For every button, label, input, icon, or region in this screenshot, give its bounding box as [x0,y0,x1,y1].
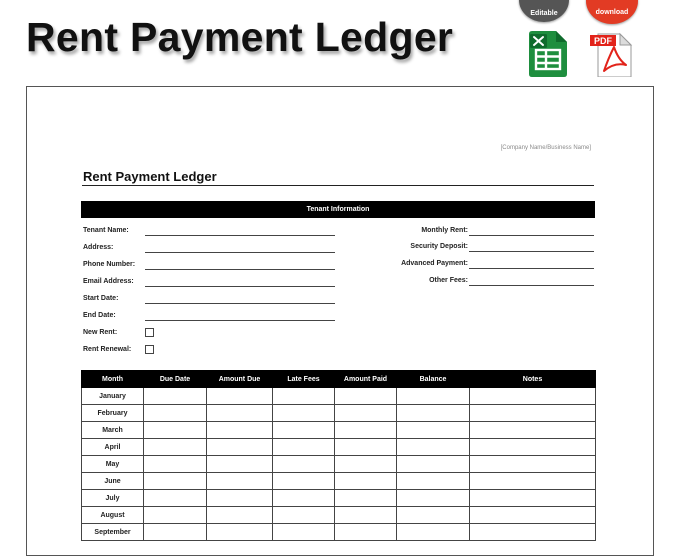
editable-badge [519,0,569,22]
monthly-rent-field[interactable] [469,235,594,236]
ledger-body [82,388,596,541]
entry-cell[interactable] [273,473,335,490]
entry-cell[interactable] [335,422,397,439]
entry-cell[interactable] [470,439,596,456]
column-header-balance: Balance [397,371,470,388]
entry-cell[interactable] [207,405,273,422]
entry-cell[interactable] [273,456,335,473]
payment-ledger-table [81,370,596,541]
entry-cell[interactable] [397,439,470,456]
table-row [82,439,596,456]
end-date-field[interactable] [145,320,335,321]
phone-number-label: Phone Number: [83,261,136,268]
entry-cell[interactable] [273,405,335,422]
entry-cell[interactable] [144,405,207,422]
entry-cell[interactable] [207,422,273,439]
entry-cell[interactable] [335,507,397,524]
other-fees-field[interactable] [469,285,594,286]
end-date-label: End Date: [83,312,116,319]
download-badge[interactable] [586,0,638,24]
pdf-file-icon[interactable] [590,31,634,77]
month-cell: July [82,490,144,507]
entry-cell[interactable] [335,388,397,405]
table-row [82,405,596,422]
address-label: Address: [83,244,114,251]
column-header-due-date: Due Date [144,371,207,388]
entry-cell[interactable] [207,524,273,541]
rent-renewal-label: Rent Renewal: [83,346,132,353]
column-header-amount-due: Amount Due [207,371,273,388]
entry-cell[interactable] [335,473,397,490]
month-cell: January [82,388,144,405]
security-deposit-field[interactable] [469,251,594,252]
entry-cell[interactable] [335,456,397,473]
ledger-document [26,86,654,556]
entry-cell[interactable] [144,473,207,490]
table-header-row [82,371,596,388]
table-row [82,456,596,473]
entry-cell[interactable] [273,490,335,507]
new-rent-checkbox[interactable] [145,328,154,337]
download-badge-label: download [595,9,629,16]
start-date-label: Start Date: [83,295,119,302]
month-cell: September [82,524,144,541]
entry-cell[interactable] [207,388,273,405]
entry-cell[interactable] [273,388,335,405]
tenant-name-label: Tenant Name: [83,227,129,234]
entry-cell[interactable] [335,439,397,456]
entry-cell[interactable] [397,405,470,422]
entry-cell[interactable] [207,456,273,473]
column-header-month: Month [82,371,144,388]
entry-cell[interactable] [470,456,596,473]
entry-cell[interactable] [470,405,596,422]
advanced-payment-field[interactable] [469,268,594,269]
title-underline [82,185,594,186]
entry-cell[interactable] [470,388,596,405]
entry-cell[interactable] [397,473,470,490]
entry-cell[interactable] [273,507,335,524]
entry-cell[interactable] [207,490,273,507]
entry-cell[interactable] [207,439,273,456]
google-sheets-icon[interactable] [529,31,567,77]
rent-renewal-checkbox[interactable] [145,345,154,354]
entry-cell[interactable] [144,490,207,507]
entry-cell[interactable] [397,490,470,507]
table-row [82,524,596,541]
phone-number-field[interactable] [145,269,335,270]
new-rent-label: New Rent: [83,329,118,336]
entry-cell[interactable] [144,388,207,405]
entry-cell[interactable] [144,507,207,524]
table-row [82,422,596,439]
entry-cell[interactable] [470,524,596,541]
entry-cell[interactable] [470,507,596,524]
entry-cell[interactable] [273,422,335,439]
entry-cell[interactable] [273,439,335,456]
month-cell: August [82,507,144,524]
advanced-payment-label: Advanced Payment: [401,260,468,267]
page-title: Rent Payment Ledger [26,14,454,60]
month-cell: February [82,405,144,422]
document-title: Rent Payment Ledger [83,169,217,184]
entry-cell[interactable] [397,422,470,439]
tenant-name-field[interactable] [145,235,335,236]
month-cell: March [82,422,144,439]
column-header-late-fees: Late Fees [273,371,335,388]
month-cell: April [82,439,144,456]
table-row [82,507,596,524]
entry-cell[interactable] [207,507,273,524]
entry-cell[interactable] [397,507,470,524]
entry-cell[interactable] [144,439,207,456]
entry-cell[interactable] [335,524,397,541]
entry-cell[interactable] [470,422,596,439]
entry-cell[interactable] [397,388,470,405]
table-row [82,388,596,405]
entry-cell[interactable] [144,422,207,439]
entry-cell[interactable] [470,473,596,490]
entry-cell[interactable] [470,490,596,507]
tenant-information-header: Tenant Information [81,201,595,218]
start-date-field[interactable] [145,303,335,304]
entry-cell[interactable] [335,490,397,507]
entry-cell[interactable] [144,456,207,473]
address-field[interactable] [145,252,335,253]
other-fees-label: Other Fees: [429,277,468,284]
entry-cell[interactable] [397,456,470,473]
table-row [82,473,596,490]
email-address-label: Email Address: [83,278,134,285]
table-row [82,490,596,507]
month-cell: June [82,473,144,490]
editable-badge-label: Editable [530,10,558,17]
column-header-amount-paid: Amount Paid [335,371,397,388]
entry-cell[interactable] [273,524,335,541]
entry-cell[interactable] [207,473,273,490]
monthly-rent-label: Monthly Rent: [421,227,468,234]
company-name-placeholder: [Company Name/Business Name] [500,145,591,151]
pdf-tag-text: PDF [594,36,612,46]
entry-cell[interactable] [335,405,397,422]
entry-cell[interactable] [397,524,470,541]
column-header-notes: Notes [470,371,596,388]
entry-cell[interactable] [144,524,207,541]
security-deposit-label: Security Deposit: [410,243,468,250]
month-cell: May [82,456,144,473]
email-address-field[interactable] [145,286,335,287]
